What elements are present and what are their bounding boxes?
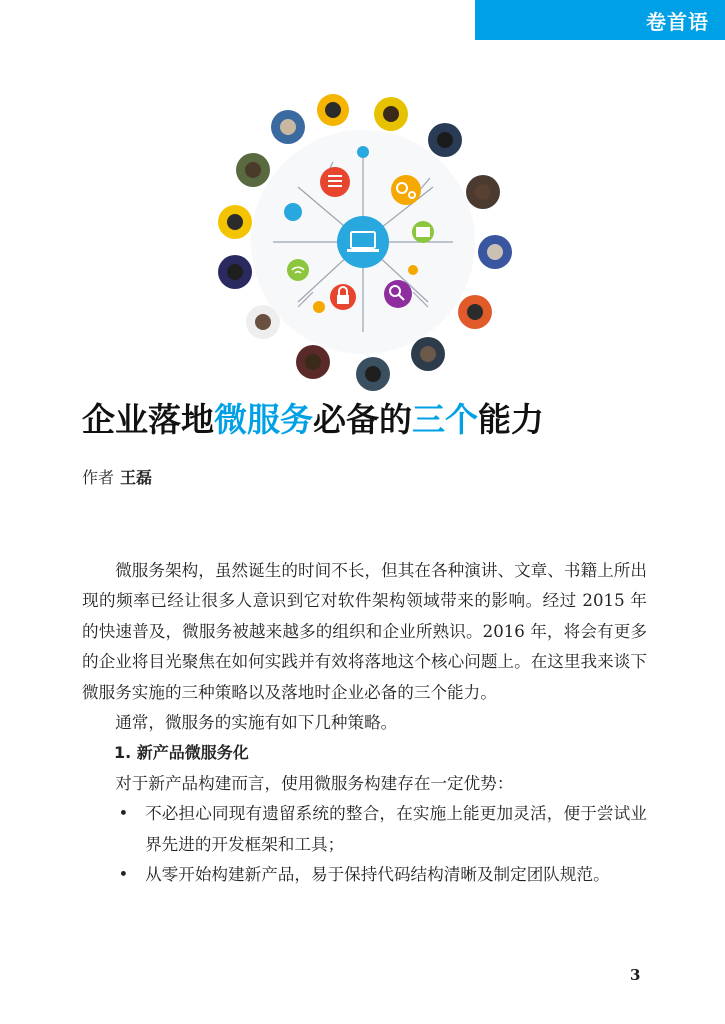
shopping-cart-icon: [284, 203, 302, 221]
title-part: 企业落地: [82, 400, 214, 439]
hero-illustration: [213, 92, 513, 392]
mail-icon: [412, 221, 434, 243]
gears-icon: [391, 175, 421, 205]
article-title: [82, 396, 544, 444]
article-body: [82, 556, 647, 890]
search-icon: [384, 280, 412, 308]
page-number: 3: [630, 966, 641, 984]
title-part: 必备的: [313, 400, 412, 439]
title-part-highlight: 微服务: [214, 400, 313, 439]
lock-icon: [330, 284, 356, 310]
section-label: 卷首语: [646, 9, 709, 34]
section-heading: 1. 新产品微服务化: [114, 743, 249, 763]
document-icon: [320, 167, 350, 197]
wifi-icon: [287, 259, 309, 281]
author-label: 作者: [82, 468, 115, 487]
title-part: 能力: [478, 400, 544, 439]
central-laptop-icon: [337, 216, 389, 268]
author-line: [82, 466, 152, 490]
section-tab: [475, 0, 725, 40]
section-intro: 对于新产品构建而言，使用微服务构建存在一定优势：: [115, 773, 514, 793]
bullet-item: • 从零开始构建新产品，易于保持代码结构清晰及制定团队规范。: [119, 860, 647, 890]
body-paragraph: 微服务架构，虽然诞生的时间不长，但其在各种演讲、文章、书籍上所出现的频率已经让很多人意识到它对软件架构领域带来的影响。经过 2015 年的快速普及，微服务被越来越多的组织和企业所熟识。2016 年，将会有更多的企业将目光聚焦在如何实践并有效将落地这个核心问题上。在这里我来谈下微服务实施的三种策略以及落地时企业必备的三个能力。: [82, 561, 647, 702]
bullet-item: • 不必担心同现有遗留系统的整合，在实施上能更加灵活，便于尝试业界先进的开发框架和工具；: [119, 799, 647, 860]
body-paragraph: 通常，微服务的实施有如下几种策略。: [115, 713, 398, 733]
title-part-highlight: 三个: [412, 400, 478, 439]
author-name: 王磊: [120, 468, 153, 487]
bullet-list: [82, 799, 647, 890]
